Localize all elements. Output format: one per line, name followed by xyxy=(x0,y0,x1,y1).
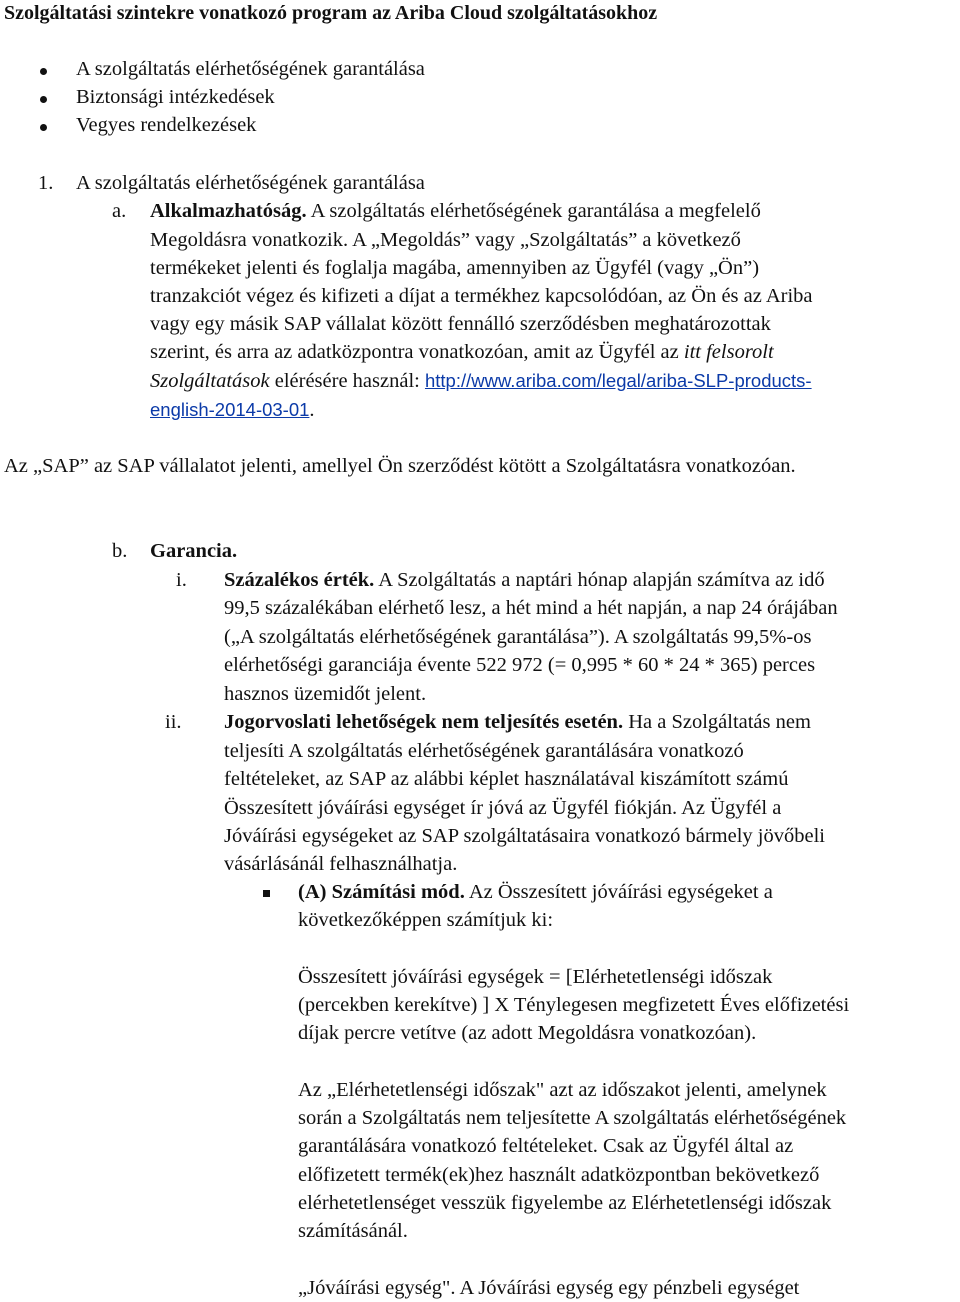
bullet-dot-icon xyxy=(40,96,47,103)
page-title: Szolgáltatási szintekre vonatkozó program az Ariba Cloud szolgáltatásokhoz xyxy=(4,2,658,24)
paragraph-line: Megoldásra vonatkozik. A „Megoldás” vagy „Szolgáltatás” a következő xyxy=(150,229,741,251)
paragraph-line: Jogorvoslati lehetőségek nem teljesítés esetén. Ha a Szolgáltatás nem xyxy=(224,711,811,733)
ariba-slp-link[interactable]: http://www.ariba.com/legal/ariba-SLP-products- xyxy=(424,370,812,391)
item-label-a: a. xyxy=(112,200,127,222)
paragraph-line: Alkalmazhatóság. A szolgáltatás elérhetőségének garantálása a megfelelő xyxy=(150,200,761,222)
item-title-ii: Jogorvoslati lehetőségek nem teljesítés esetén. xyxy=(224,711,624,733)
paragraph-line: tranzakciót végez és kifizeti a díjat a termékhez kapcsolódóan, az Ön és az Ariba xyxy=(150,285,813,307)
item-label-ii: ii. xyxy=(165,711,182,733)
paragraph-line: teljesíti A szolgáltatás elérhetőségének garantálására vonatkozó xyxy=(224,740,744,762)
bullet-text: Biztonsági intézkedések xyxy=(76,86,275,108)
paragraph-line: garantálására vonatkozó feltételeket. Csak az Ügyfél által az xyxy=(298,1135,794,1157)
section-heading: A szolgáltatás elérhetőségének garantálása xyxy=(76,172,425,194)
paragraph-line: Szolgáltatások elérésére használ: http://www.ariba.com/legal/ariba-SLP-products- xyxy=(150,370,812,392)
italic-text: Szolgáltatások xyxy=(150,370,270,392)
paragraph-line: hasznos üzemidőt jelent. xyxy=(224,683,427,705)
paragraph-line: (A) Számítási mód. Az Összesített jóváírási egységeket a xyxy=(298,881,773,903)
bullet-text: Vegyes rendelkezések xyxy=(76,114,257,136)
formula-line: (percekben kerekítve) ] X Ténylegesen megfizetett Éves előfizetési xyxy=(298,994,850,1016)
paragraph-line: termékeket jelenti és foglalja magába, amennyiben az Ügyfél (vagy „Ön”) xyxy=(150,257,760,279)
paragraph-line: Jóváírási egységeket az SAP szolgáltatásaira vonatkozó bármely jövőbeli xyxy=(224,825,825,847)
paragraph-line: „Jóváírási egység". A Jóváírási egység egy pénzbeli egységet xyxy=(298,1277,800,1299)
paragraph-line: english-2014-03-01. xyxy=(150,399,315,421)
item-title-a: Alkalmazhatóság. xyxy=(150,200,307,222)
section-number: 1. xyxy=(38,172,54,194)
bullet-item xyxy=(40,86,540,112)
formula-line: díjak percre vetítve (az adott Megoldásra vonatkozóan). xyxy=(298,1022,757,1044)
paragraph-line: 99,5 százalékában elérhető lesz, a hét mind a hét napján, a nap 24 órájában xyxy=(224,597,838,619)
paragraph-line: feltételeket, az SAP az alábbi képlet használatával kiszámított számú xyxy=(224,768,789,790)
paragraph-line: vagy egy másik SAP vállalat között fennálló szerződésben meghatározottak xyxy=(150,313,771,335)
sap-definition: Az „SAP” az SAP vállalatot jelenti, amellyel Ön szerződést kötött a Szolgáltatásra vonatkozóan. xyxy=(4,455,796,477)
paragraph-line: vásárlásánál felhasználhatja. xyxy=(224,853,458,875)
paragraph-line: elérhetetlenséget vesszük figyelembe az Elérhetetlenségi időszak xyxy=(298,1192,832,1214)
bullet-dot-icon xyxy=(40,124,47,131)
paragraph-line: szerint, és arra az adatközpontra vonatkozóan, amit az Ügyfél az itt felsorolt xyxy=(150,341,774,363)
item-title-i: Százalékos érték. xyxy=(224,569,375,591)
italic-text: itt felsorolt xyxy=(683,341,774,363)
paragraph-line: következőképpen számítjuk ki: xyxy=(298,909,554,931)
paragraph-line: során a Szolgáltatás nem teljesítette A szolgáltatás elérhetőségének xyxy=(298,1107,847,1129)
paragraph-line: Az „Elérhetetlenségi időszak" azt az időszakot jelenti, amelynek xyxy=(298,1079,827,1101)
paragraph-line: számításánál. xyxy=(298,1220,408,1242)
bullet-text: A szolgáltatás elérhetőségének garantálása xyxy=(76,58,425,80)
item-title-b: Garancia. xyxy=(150,540,238,562)
bullet-item xyxy=(40,58,540,84)
paragraph-line: Összesített jóváírási egységet ír jóvá az Ügyfél fiókján. Az Ügyfél a xyxy=(224,797,782,819)
bullet-item xyxy=(40,114,540,140)
paragraph-line: előfizetett termék(ek)hez használt adatközpontban bekövetkező xyxy=(298,1164,820,1186)
ariba-slp-link-continued[interactable]: english-2014-03-01 xyxy=(150,399,310,420)
item-label-i: i. xyxy=(176,569,187,591)
bullet-dot-icon xyxy=(40,68,47,75)
formula-line: Összesített jóváírási egységek = [Elérhetetlenségi időszak xyxy=(298,966,773,988)
paragraph-line: („A szolgáltatás elérhetőségének garantálása”). A szolgáltatás 99,5%-os xyxy=(224,626,812,648)
square-bullet-icon xyxy=(263,890,270,897)
paragraph-line: Százalékos érték. A Szolgáltatás a naptári hónap alapján számítva az idő xyxy=(224,569,825,591)
item-label-b: b. xyxy=(112,540,128,562)
paragraph-line: elérhetőségi garanciája évente 522 972 (= 0,995 * 60 * 24 * 365) perces xyxy=(224,654,816,676)
item-title-A: (A) Számítási mód. xyxy=(298,881,465,903)
